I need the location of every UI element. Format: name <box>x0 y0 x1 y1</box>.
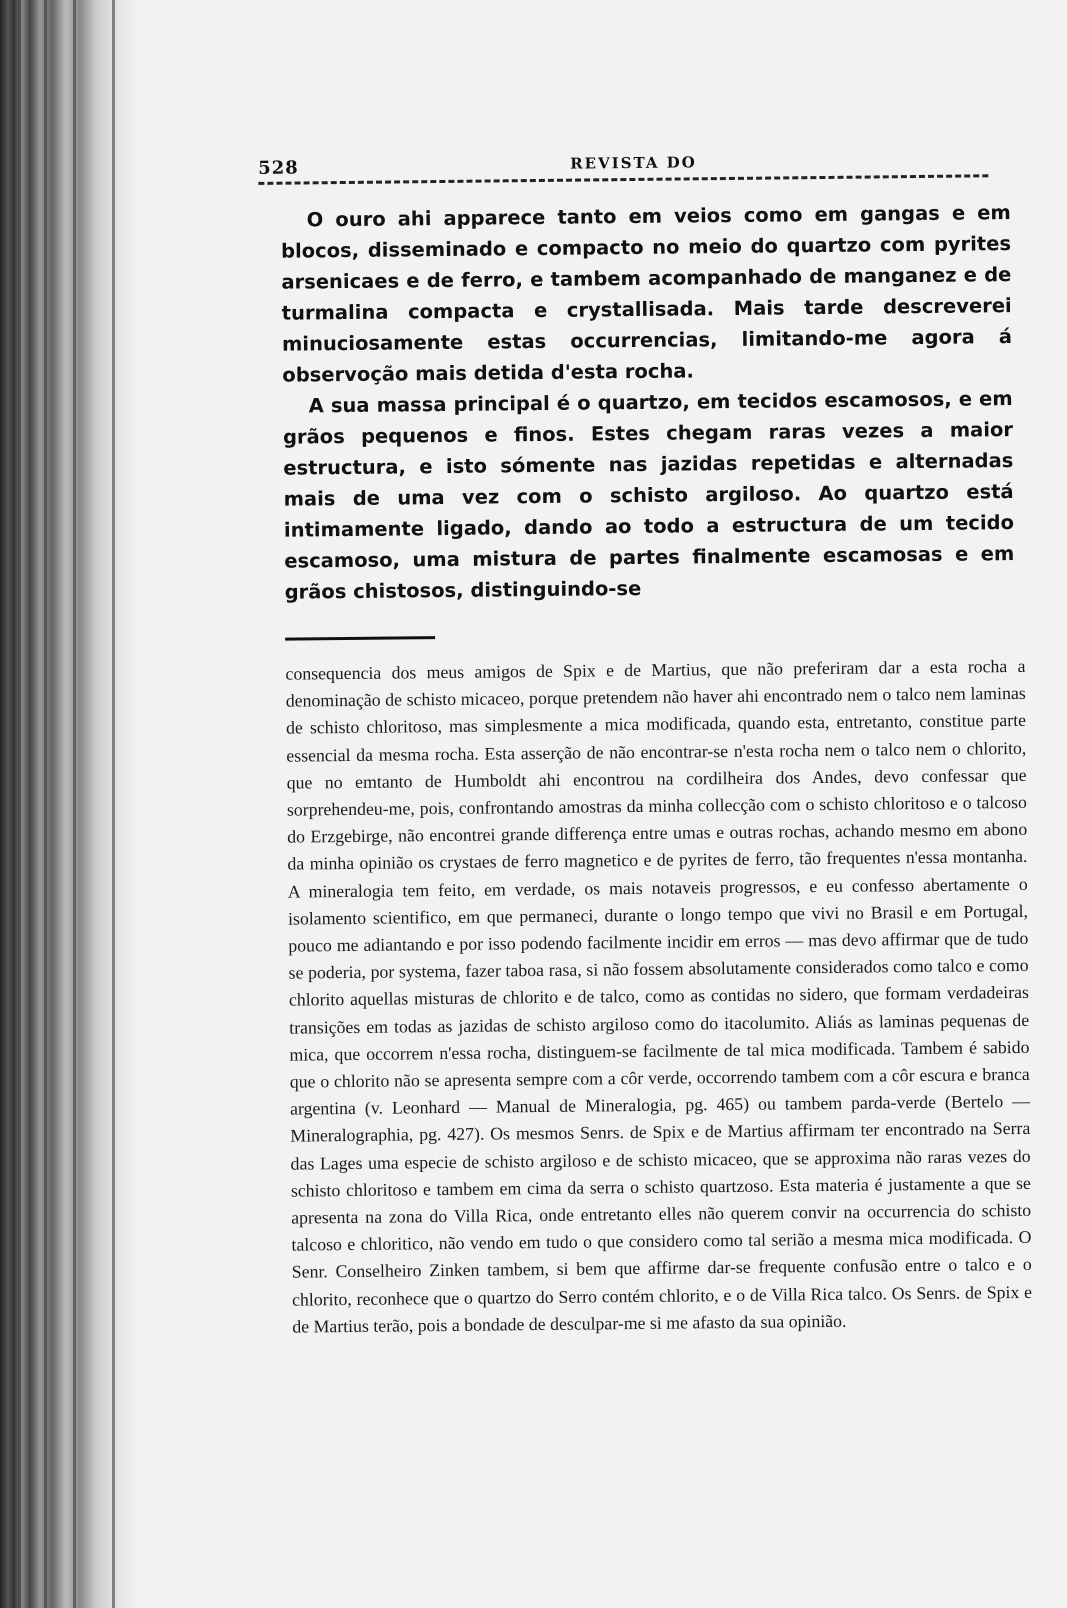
gutter-line <box>18 0 21 1608</box>
page-gutter-shadow <box>0 0 140 1608</box>
book-page <box>250 142 1042 1341</box>
footnote <box>285 653 1032 1341</box>
gutter-line <box>112 0 115 1608</box>
paragraph: A sua massa principal é o quartzo, em tecidos escamosos, e em grãos pequenos e finos. Estes chegam raras vezes a maior estructura, e isto sómente nas jazidas repetidas e alternadas mais de uma vez com o schisto argiloso. Ao quartzo está intimamente ligado, dando ao todo a estructura de um tecido escamoso, uma mistura de partes finalmente escamosas e em grãos chistosos, distinguindo-se <box>282 387 1015 604</box>
footnote-rule <box>285 636 435 641</box>
page-header <box>250 142 1030 178</box>
running-head: REVISTA DO <box>570 153 697 173</box>
footnote-text: consequencia dos meus amigos de Spix e de Martius, que não preferiram dar a esta rocha a denominação de schisto micaceo, porque pretendem não haver ahi encontrado nem o talco nem laminas de schisto chloritoso, mas simplesmente a mica modificada, quando esta, entretanto, constitue parte essencial da mesma rocha. Esta asserção de não encontrar-se n'esta rocha nem o talco nem o chlorito, que no emtanto de Humboldt ahi encontrou na cordilheira dos Andes, devo confessar que sorprehendeu-me, pois, confrontando amostras da minha collecção com o schisto chloritoso e o talcoso do Erzgebirge, não encontrei grande differença entre umas e outras rochas, achando mesmo em abono da minha opinião os crystaes de ferro magnetico e de pyrites de ferro, tão frequentes n'essa montanha. A mineralogia tem feito, em verdade, os mais notaveis progressos, e eu confesso abertamente o isolamento scientifico, em que permaneci, durante o longo tempo que vivi no Brasil e em Portugal, pouco me adiantando e por isso podendo facilmente incidir em erros — mas devo affirmar que de tudo se poderia, por systema, fazer taboa rasa, si não fossem absolutamente considerados como talco e como chlorito aquellas misturas de chlorito e de talco, como as contidas no sidero, que formam verdadeiras transições em todas as jazidas de schisto argiloso como do itacolumito. Aliás as laminas pequenas de mica, que occorrem n'essa rocha, distinguem-se facilmente de tal mica modificada. Tambem é sabido que o chlorito não se apresenta sempre com a côr verde, occorrendo tambem com a côr escura e branca argentina (v. Leonhard — Manual de Mineralogia, pg. 465) ou tambem parda-verde (Bertelo — Mineralographia, pg. 427). Os mesmos Senrs. de Spix e de Martius affirmam ter encontrado na Serra das Lages uma especie de schisto argiloso e de schisto micaceo, que se approxima não raras vezes do schisto chloritoso e tambem em cima da serra o schisto quartzoso. Esta materia é justamente a que se apresenta na zona do Villa Rica, onde entretanto elles não querem convir na occurrencia do schisto talcoso e chloritico, não vendo em tudo o que considero como tal serião a mesma mica modificada. O Senr. Conselheiro Zinken tambem, si bem que affirme dar-se frequente confusão entre o talco e o chlorito, reconhece que o quartzo do Serro contém chlorito, e o de Villa Rica talco. Os Senrs. de Spix e de Martius terão, pois a bondade de desculpar-me si me afasto da sua opinião. <box>285 655 1033 1337</box>
page-number: 528 <box>258 157 299 179</box>
gutter-line <box>73 0 76 1608</box>
paragraph: O ouro ahi apparece tanto em veios como em gangas e em blocos, disseminado e compacto no meio do quartzo com pyrites arsenicaes e de ferro, e tambem acompanhado de manganez e de turmalina compacta e crystallisada. Mais tarde descreverei minuciosamente estas occurrencias, limitando-me agora á observoção mais detida d'esta rocha. <box>280 201 1013 387</box>
main-text <box>281 197 1015 608</box>
gutter-line <box>44 0 47 1608</box>
